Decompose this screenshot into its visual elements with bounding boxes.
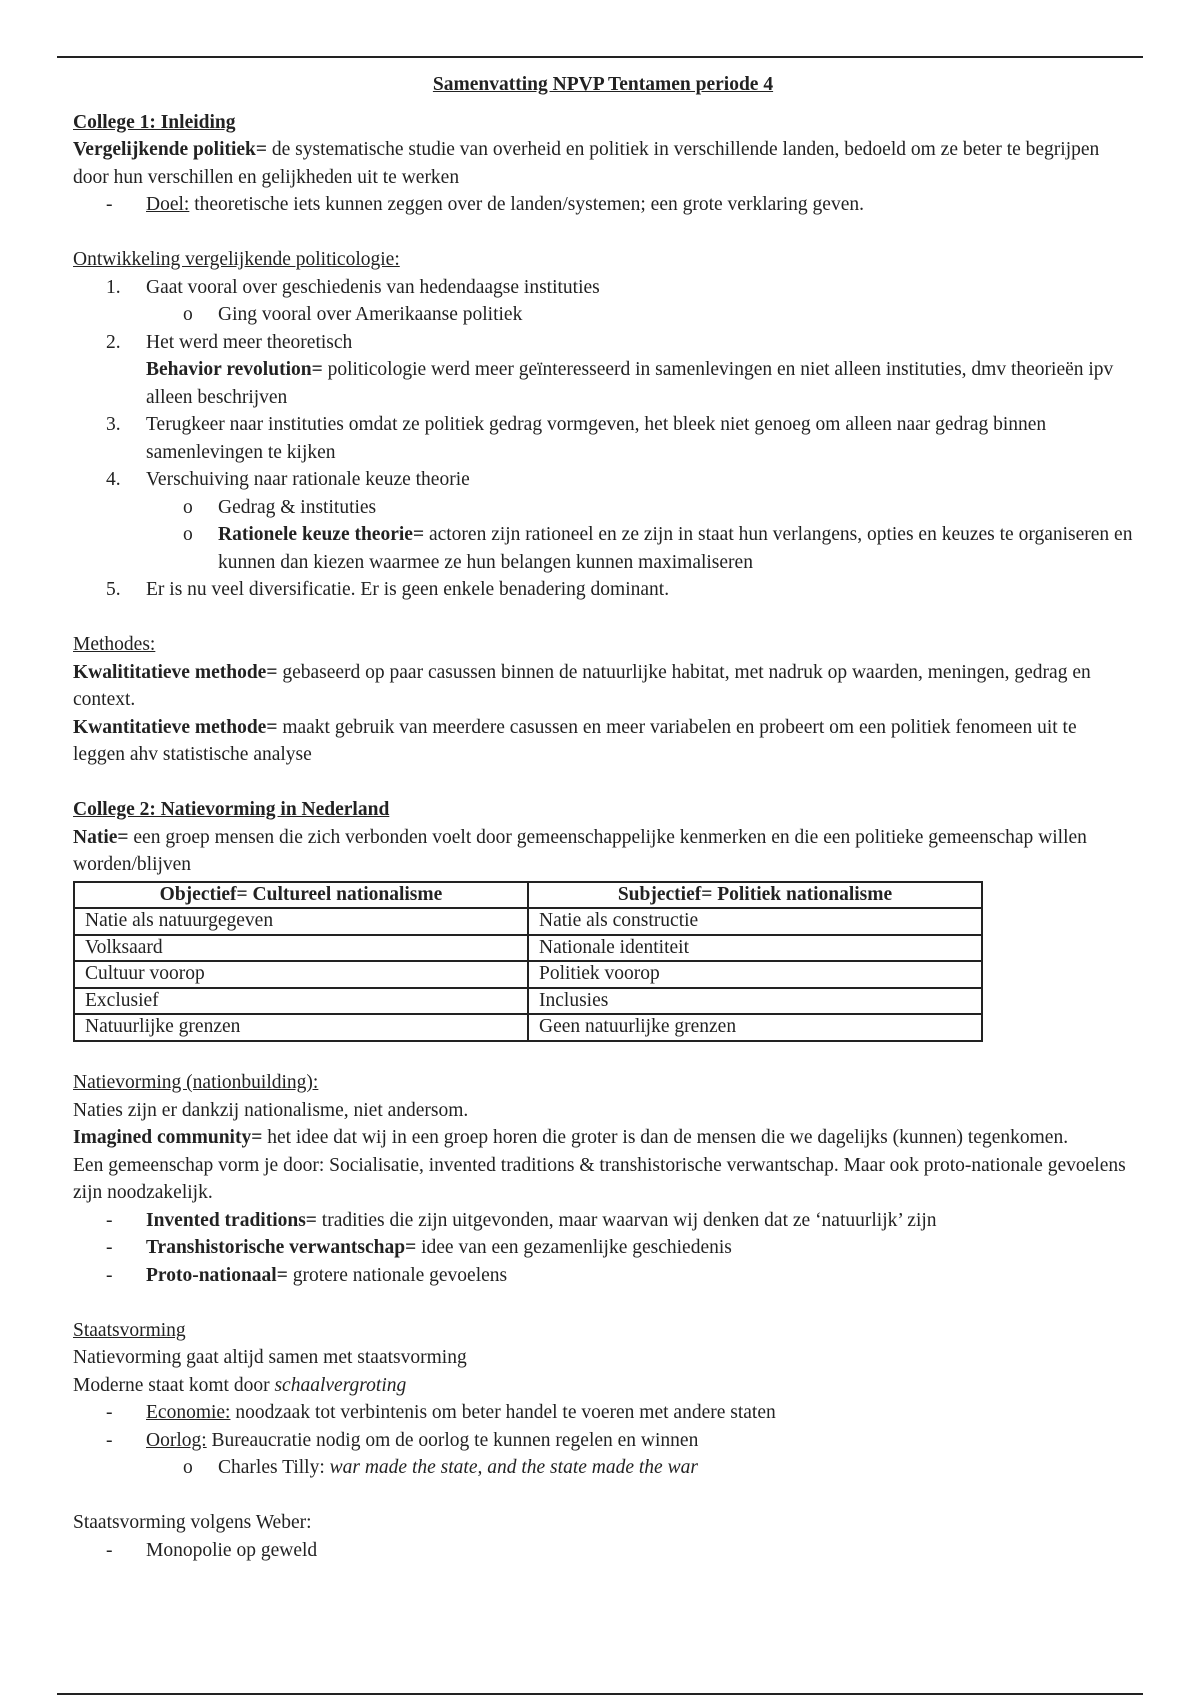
list-item-2: 2. Het werd meer theoretisch Behavior revolution= politicologie werd meer geïnteresseerd in samenlevingen en niet alleen instituties, dmv theorieën ipv alleen beschrijven	[106, 331, 1114, 408]
paragraph: Moderne staat komt door schaalvergroting	[73, 1374, 407, 1396]
kwantitatieve-methode: Kwantitatieve methode= maakt gebruik van meerdere casussen en meer variabelen en probeert om een politiek fenomeen uit te leggen ahv statistische analyse	[73, 716, 1077, 765]
imagined-community-definition: Imagined community= het idee dat wij in een groep horen die groter is dan de mensen die we dagelijks (kunnen) tegenkomen.	[73, 1127, 1069, 1148]
sub-item: o Gedrag & instituties	[183, 496, 377, 518]
table-cell: Inclusies	[528, 988, 982, 1015]
table-header: Subjectief= Politiek nationalisme	[528, 882, 982, 909]
list-item-1: 1. Gaat vooral over geschiedenis van hedendaagse instituties	[106, 276, 600, 298]
table-header-row	[74, 882, 982, 909]
table-row	[74, 988, 982, 1015]
top-rule	[57, 56, 1143, 58]
term: Vergelijkende politiek=	[73, 139, 268, 160]
table-row	[74, 908, 982, 935]
bullet-item: - Proto-nationaal= grotere nationale gevoelens	[106, 1264, 508, 1286]
table-cell: Volksaard	[74, 935, 528, 962]
bullet-item: - Economie: noodzaak tot verbintenis om beter handel te voeren met andere staten	[106, 1402, 776, 1423]
table-header: Objectief= Cultureel nationalisme	[74, 882, 528, 909]
table-cell: Natuurlijke grenzen	[74, 1014, 528, 1041]
dash-marker: -	[106, 194, 113, 215]
weber-heading: Staatsvorming volgens Weber:	[73, 1512, 312, 1533]
sub-item: o Charles Tilly: war made the state, and the state made the war	[183, 1457, 698, 1478]
sub-item: o Rationele keuze theorie= actoren zijn rationeel en ze zijn in staat hun verlangens, opties en keuzes te organiseren en kunnen dan kiezen waarmee ze hun belangen kunnen maximaliseren	[183, 524, 1133, 573]
bottom-rule	[57, 1693, 1143, 1695]
ontwikkeling-heading: Ontwikkeling vergelijkende politicologie:	[73, 249, 400, 270]
paragraph: Natievorming gaat altijd samen met staatsvorming	[73, 1347, 467, 1368]
table-cell: Nationale identiteit	[528, 935, 982, 962]
table-row	[74, 1014, 982, 1041]
nationalisme-table	[73, 881, 983, 1042]
table-cell: Natie als natuurgegeven	[74, 908, 528, 935]
college2-heading: College 2: Natievorming in Nederland	[73, 799, 390, 820]
bullet-item: - Transhistorische verwantschap= idee van een gezamenlijke geschiedenis	[106, 1237, 732, 1258]
table-cell: Exclusief	[74, 988, 528, 1015]
table-cell: Cultuur voorop	[74, 961, 528, 988]
paragraph: Naties zijn er dankzij nationalisme, niet andersom.	[73, 1099, 469, 1121]
table-cell: Politiek voorop	[528, 961, 982, 988]
vergelijkende-politiek-definition: Vergelijkende politiek= de systematische studie van overheid en politiek in verschillende landen, bedoeld om ze beter te begrijpen door hun verschillen en gelijkheden uit te werken	[73, 139, 1100, 188]
list-item-3: 3. Terugkeer naar instituties omdat ze politiek gedrag vormgeven, het bleek niet genoeg om alleen naar gedrag binnen samenlevingen te kijken	[106, 414, 1047, 463]
natievorming-heading: Natievorming (nationbuilding):	[73, 1072, 319, 1093]
table-cell: Natie als constructie	[528, 908, 982, 935]
table-cell: Geen natuurlijke grenzen	[528, 1014, 982, 1041]
document-page	[73, 71, 1133, 1564]
kwalitatieve-methode: Kwalititatieve methode= gebaseerd op paar casussen binnen de natuurlijke habitat, met nadruk op waarden, meningen, gedrag en context.	[73, 661, 1091, 710]
college1-heading: College 1: Inleiding	[73, 111, 236, 133]
doel-bullet: - Doel: theoretische iets kunnen zeggen over de landen/systemen; een grote verklaring geven.	[73, 191, 1133, 219]
table-row	[74, 961, 982, 988]
methodes-heading: Methodes:	[73, 634, 156, 655]
bullet-item: - Oorlog: Bureaucratie nodig om de oorlog te kunnen regelen en winnen	[106, 1429, 699, 1451]
staatsvorming-heading: Staatsvorming	[73, 1319, 186, 1341]
sub-item: o Ging vooral over Amerikaanse politiek	[183, 304, 523, 325]
table-row	[74, 935, 982, 962]
list-item-4: 4. Verschuiving naar rationale keuze theorie	[106, 469, 470, 490]
natie-definition: Natie= een groep mensen die zich verbonden voelt door gemeenschappelijke kenmerken en die een politieke gemeenschap willen worden/blijven	[73, 826, 1087, 875]
list-item-5: 5. Er is nu veel diversificatie. Er is geen enkele benadering dominant.	[106, 579, 670, 600]
paragraph: Een gemeenschap vorm je door: Socialisatie, invented traditions & transhistorische verwantschap. Maar ook proto-nationale gevoelens zijn noodzakelijk.	[73, 1154, 1126, 1203]
document-title: Samenvatting NPVP Tentamen periode 4	[432, 74, 774, 95]
bullet-item: - Invented traditions= tradities die zijn uitgevonden, maar waarvan wij denken dat ze ‘natuurlijk’ zijn	[106, 1209, 937, 1231]
bullet-item: - Monopolie op geweld	[106, 1539, 318, 1561]
